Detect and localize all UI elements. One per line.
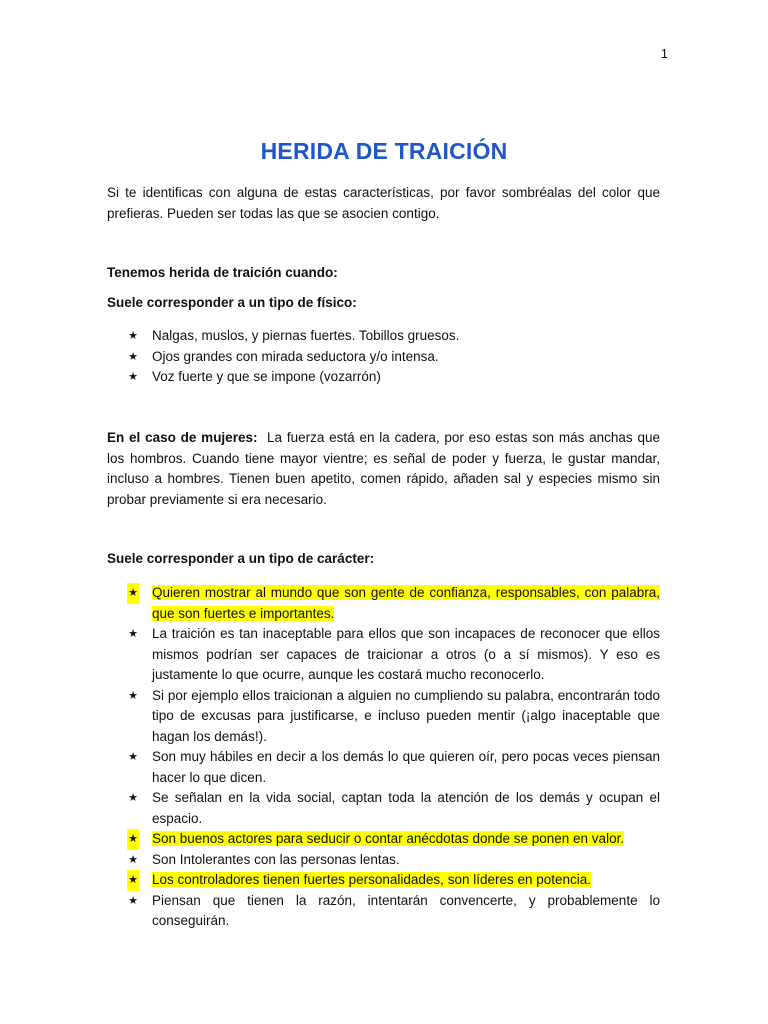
page-title: HERIDA DE TRAICIÓN — [260, 138, 508, 164]
section-heading-traicion: Tenemos herida de traición cuando: — [107, 265, 338, 280]
list-item-text: La traición es tan inaceptable para ellos que son incapaces de reconocer que ellos mismos podrían ser capaces de traicionar a otros (o a sí mismos). Y eso es justamente lo que ocurre, aunque les costará mucho reconocerlo. — [152, 626, 660, 682]
women-lead: En el caso de mujeres: — [107, 430, 258, 445]
list-item — [107, 788, 660, 829]
star-bullet-icon: ★ — [127, 583, 139, 604]
star-bullet-icon: ★ — [127, 829, 139, 850]
page-number: 1 — [660, 46, 668, 61]
intro-paragraph: Si te identificas con alguna de estas características, por favor sombréalas del color que prefieras. Pueden ser todas las que se asocien contigo. — [107, 185, 660, 221]
star-bullet-icon: ★ — [128, 371, 138, 383]
star-bullet-icon: ★ — [127, 870, 139, 891]
list-item-text: Quieren mostrar al mundo que son gente de confianza, responsables, con palabra, que son fuertes e importantes. — [152, 585, 660, 621]
star-bullet-icon: ★ — [128, 751, 138, 763]
star-bullet-icon: ★ — [128, 689, 138, 702]
list-item — [107, 870, 660, 891]
star-bullet-icon: ★ — [128, 330, 138, 342]
list-item — [107, 347, 660, 368]
list-item — [107, 326, 660, 347]
list-item-text: Nalgas, muslos, y piernas fuertes. Tobillos gruesos. — [152, 328, 460, 343]
list-item-text: Ojos grandes con mirada seductora y/o intensa. — [152, 348, 439, 364]
star-bullet-icon: ★ — [128, 792, 138, 804]
list-item-text: Son Intolerantes con las personas lentas. — [152, 851, 400, 867]
star-bullet-icon: ★ — [128, 894, 138, 907]
list-item — [107, 583, 660, 624]
list-item — [107, 829, 660, 850]
list-item-text: Piensan que tienen la razón, intentarán convencerte, y probablemente lo conseguirán. — [152, 892, 660, 928]
star-bullet-icon: ★ — [128, 350, 138, 363]
section-heading-caracter: Suele corresponder a un tipo de carácter: — [107, 551, 375, 566]
women-text: La fuerza está en la cadera, por eso estas son más anchas que los hombros. Cuando tiene mayor vientre; es señal de poder y fuerza, le gustar mandar, incluso a hombres. Tienen buen apetito, comen rápido, añaden sal y especies mismo sin probar previamente si era necesario. — [107, 430, 660, 507]
physical-traits-list — [107, 326, 660, 388]
list-item-text: Son buenos actores para seducir o contar anécdotas donde se ponen en valor. — [152, 831, 625, 846]
list-item-text: Voz fuerte y que se impone (vozarrón) — [152, 369, 381, 384]
section-heading-fisico: Suele corresponder a un tipo de físico: — [107, 295, 357, 310]
women-paragraph — [107, 428, 660, 510]
star-bullet-icon: ★ — [128, 853, 138, 866]
list-item — [107, 624, 660, 686]
list-item — [107, 891, 660, 932]
list-item-text: Se señalan en la vida social, captan toda la atención de los demás y ocupan el espacio. — [152, 790, 660, 826]
character-traits-list — [107, 583, 660, 932]
list-item-text: Son muy hábiles en decir a los demás lo que quieren oír, pero pocas veces piensan hacer lo que dicen. — [152, 749, 660, 785]
list-item — [107, 747, 660, 788]
list-item-text: Los controladores tienen fuertes personalidades, son líderes en potencia. — [152, 872, 592, 887]
list-item — [107, 367, 660, 388]
list-item-text: Si por ejemplo ellos traicionan a alguien no cumpliendo su palabra, encontrarán todo tipo de excusas para justificarse, e incluso pueden mentir (¡algo inaceptable que hagan los demás!). — [152, 687, 660, 744]
list-item — [107, 850, 660, 871]
list-item — [107, 686, 660, 748]
star-bullet-icon: ★ — [128, 628, 138, 640]
